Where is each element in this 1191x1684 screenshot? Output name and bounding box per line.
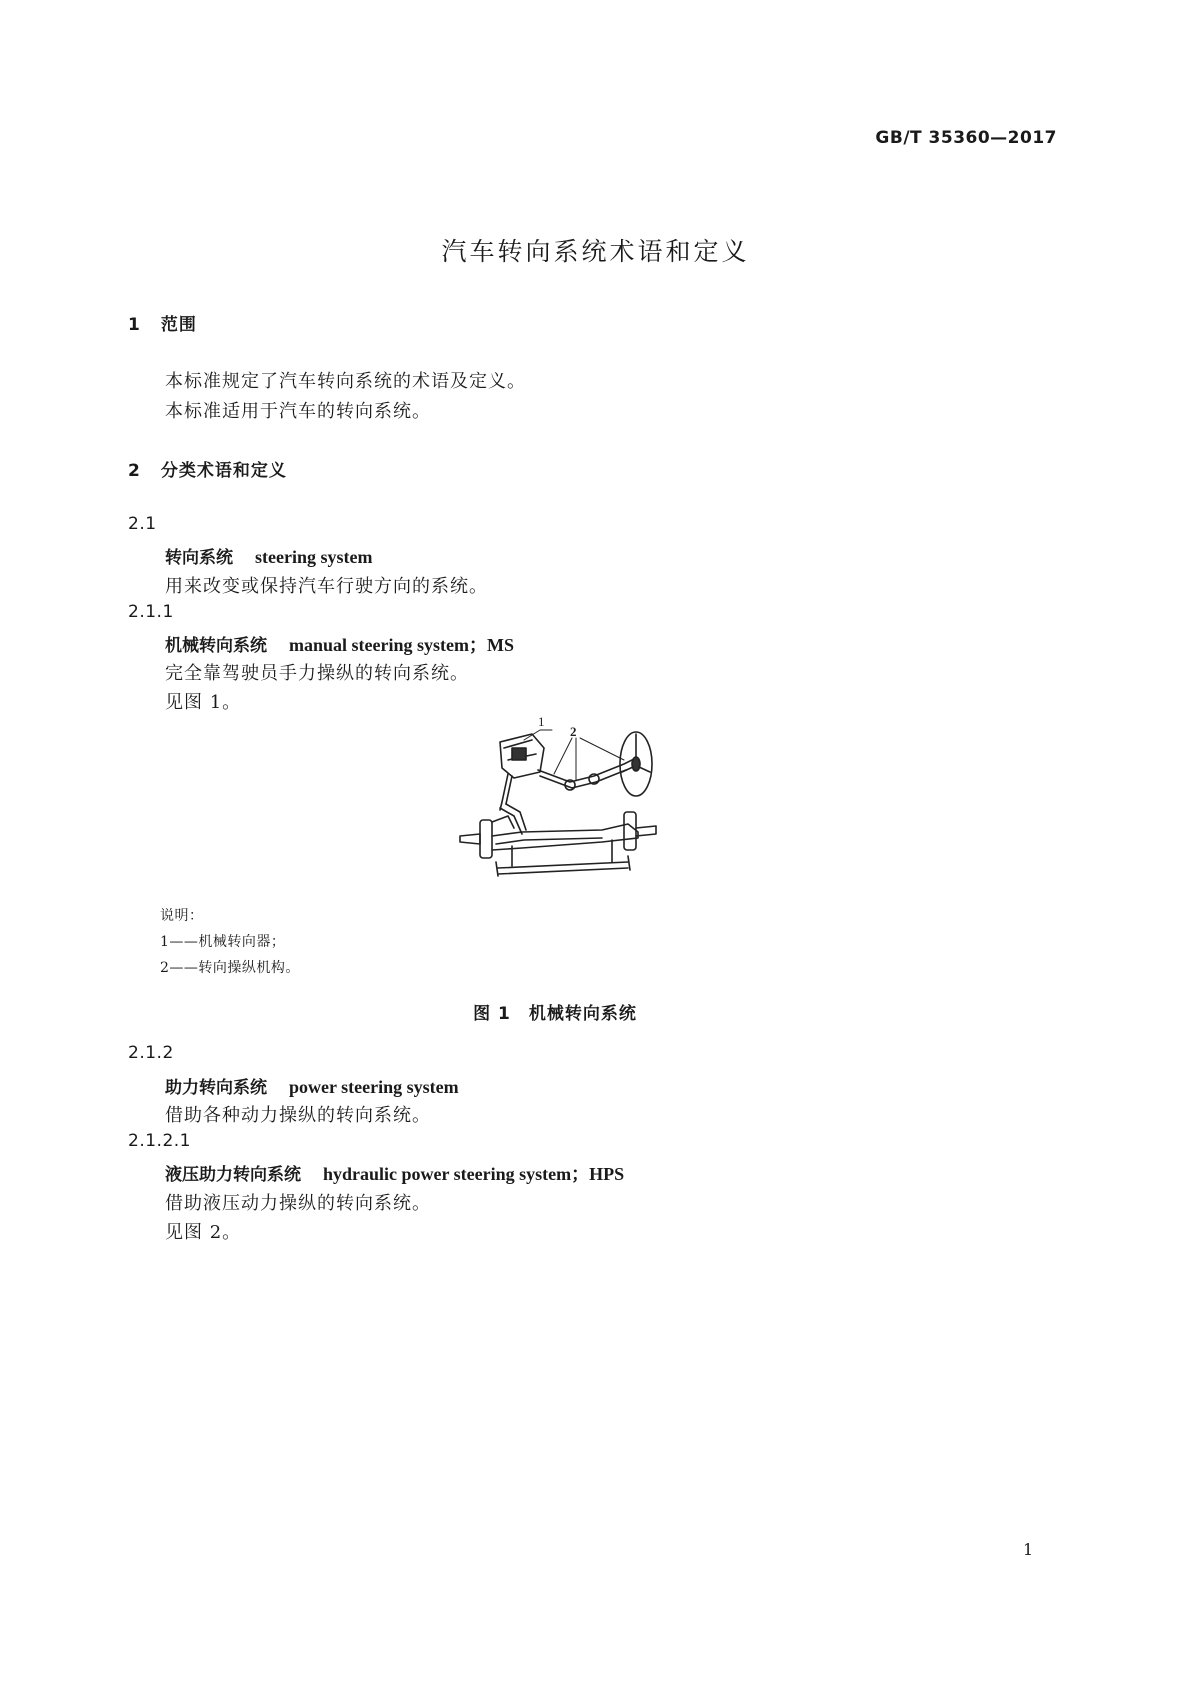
term-heading <box>165 1073 459 1098</box>
term-zh: 液压助力转向系统 <box>165 1165 301 1185</box>
term-heading <box>165 631 514 657</box>
term-zh: 助力转向系统 <box>165 1078 267 1098</box>
term-definition: 用来改变或保持汽车行驶方向的系统。 <box>165 576 488 597</box>
term-heading <box>165 543 372 568</box>
term-number: 2.1.2 <box>128 1043 174 1063</box>
figure-callout: 2 <box>570 724 577 739</box>
term-en: power steering system <box>289 1077 459 1097</box>
term-definition: 完全靠驾驶员手力操纵的转向系统。 <box>165 663 469 684</box>
term-number: 2.1.2.1 <box>128 1131 191 1151</box>
standard-number: GB/T 35360—2017 <box>875 128 1057 148</box>
section-title: 范围 <box>160 315 197 335</box>
page-number: 1 <box>1023 1540 1034 1559</box>
section-title: 分类术语和定义 <box>160 461 287 481</box>
paragraph: 本标准适用于汽车的转向系统。 <box>165 401 431 422</box>
legend-item: 2——转向操纵机构。 <box>160 960 300 976</box>
term-zh: 转向系统 <box>165 548 233 568</box>
section-number: 1 <box>128 315 141 335</box>
term-en: hydraulic power steering system；HPS <box>323 1164 625 1184</box>
term-definition: 借助各种动力操纵的转向系统。 <box>165 1105 431 1126</box>
legend-item: 1——机械转向器； <box>160 934 286 950</box>
term-heading <box>165 1160 624 1186</box>
term-definition: 借助液压动力操纵的转向系统。 <box>165 1193 431 1214</box>
section-number: 2 <box>128 461 141 481</box>
figure-reference: 见图 2。 <box>165 1222 242 1243</box>
tie-rod <box>498 862 628 874</box>
section-1-heading <box>128 310 197 335</box>
figure-caption: 图 1 机械转向系统 <box>473 1004 637 1024</box>
figure-callout: 1 <box>538 714 545 729</box>
paragraph: 本标准规定了汽车转向系统的术语及定义。 <box>165 371 526 392</box>
figure-reference: 见图 1。 <box>165 692 242 713</box>
term-en: manual steering system；MS <box>289 635 514 655</box>
page-title: 汽车转向系统术语和定义 <box>441 237 750 266</box>
figure-1-drawing <box>452 712 662 882</box>
term-zh: 机械转向系统 <box>165 636 267 656</box>
section-2-heading <box>128 456 287 481</box>
term-number: 2.1 <box>128 514 157 534</box>
term-en: steering system <box>255 547 373 567</box>
term-number: 2.1.1 <box>128 602 174 622</box>
legend-title: 说明： <box>160 908 204 924</box>
